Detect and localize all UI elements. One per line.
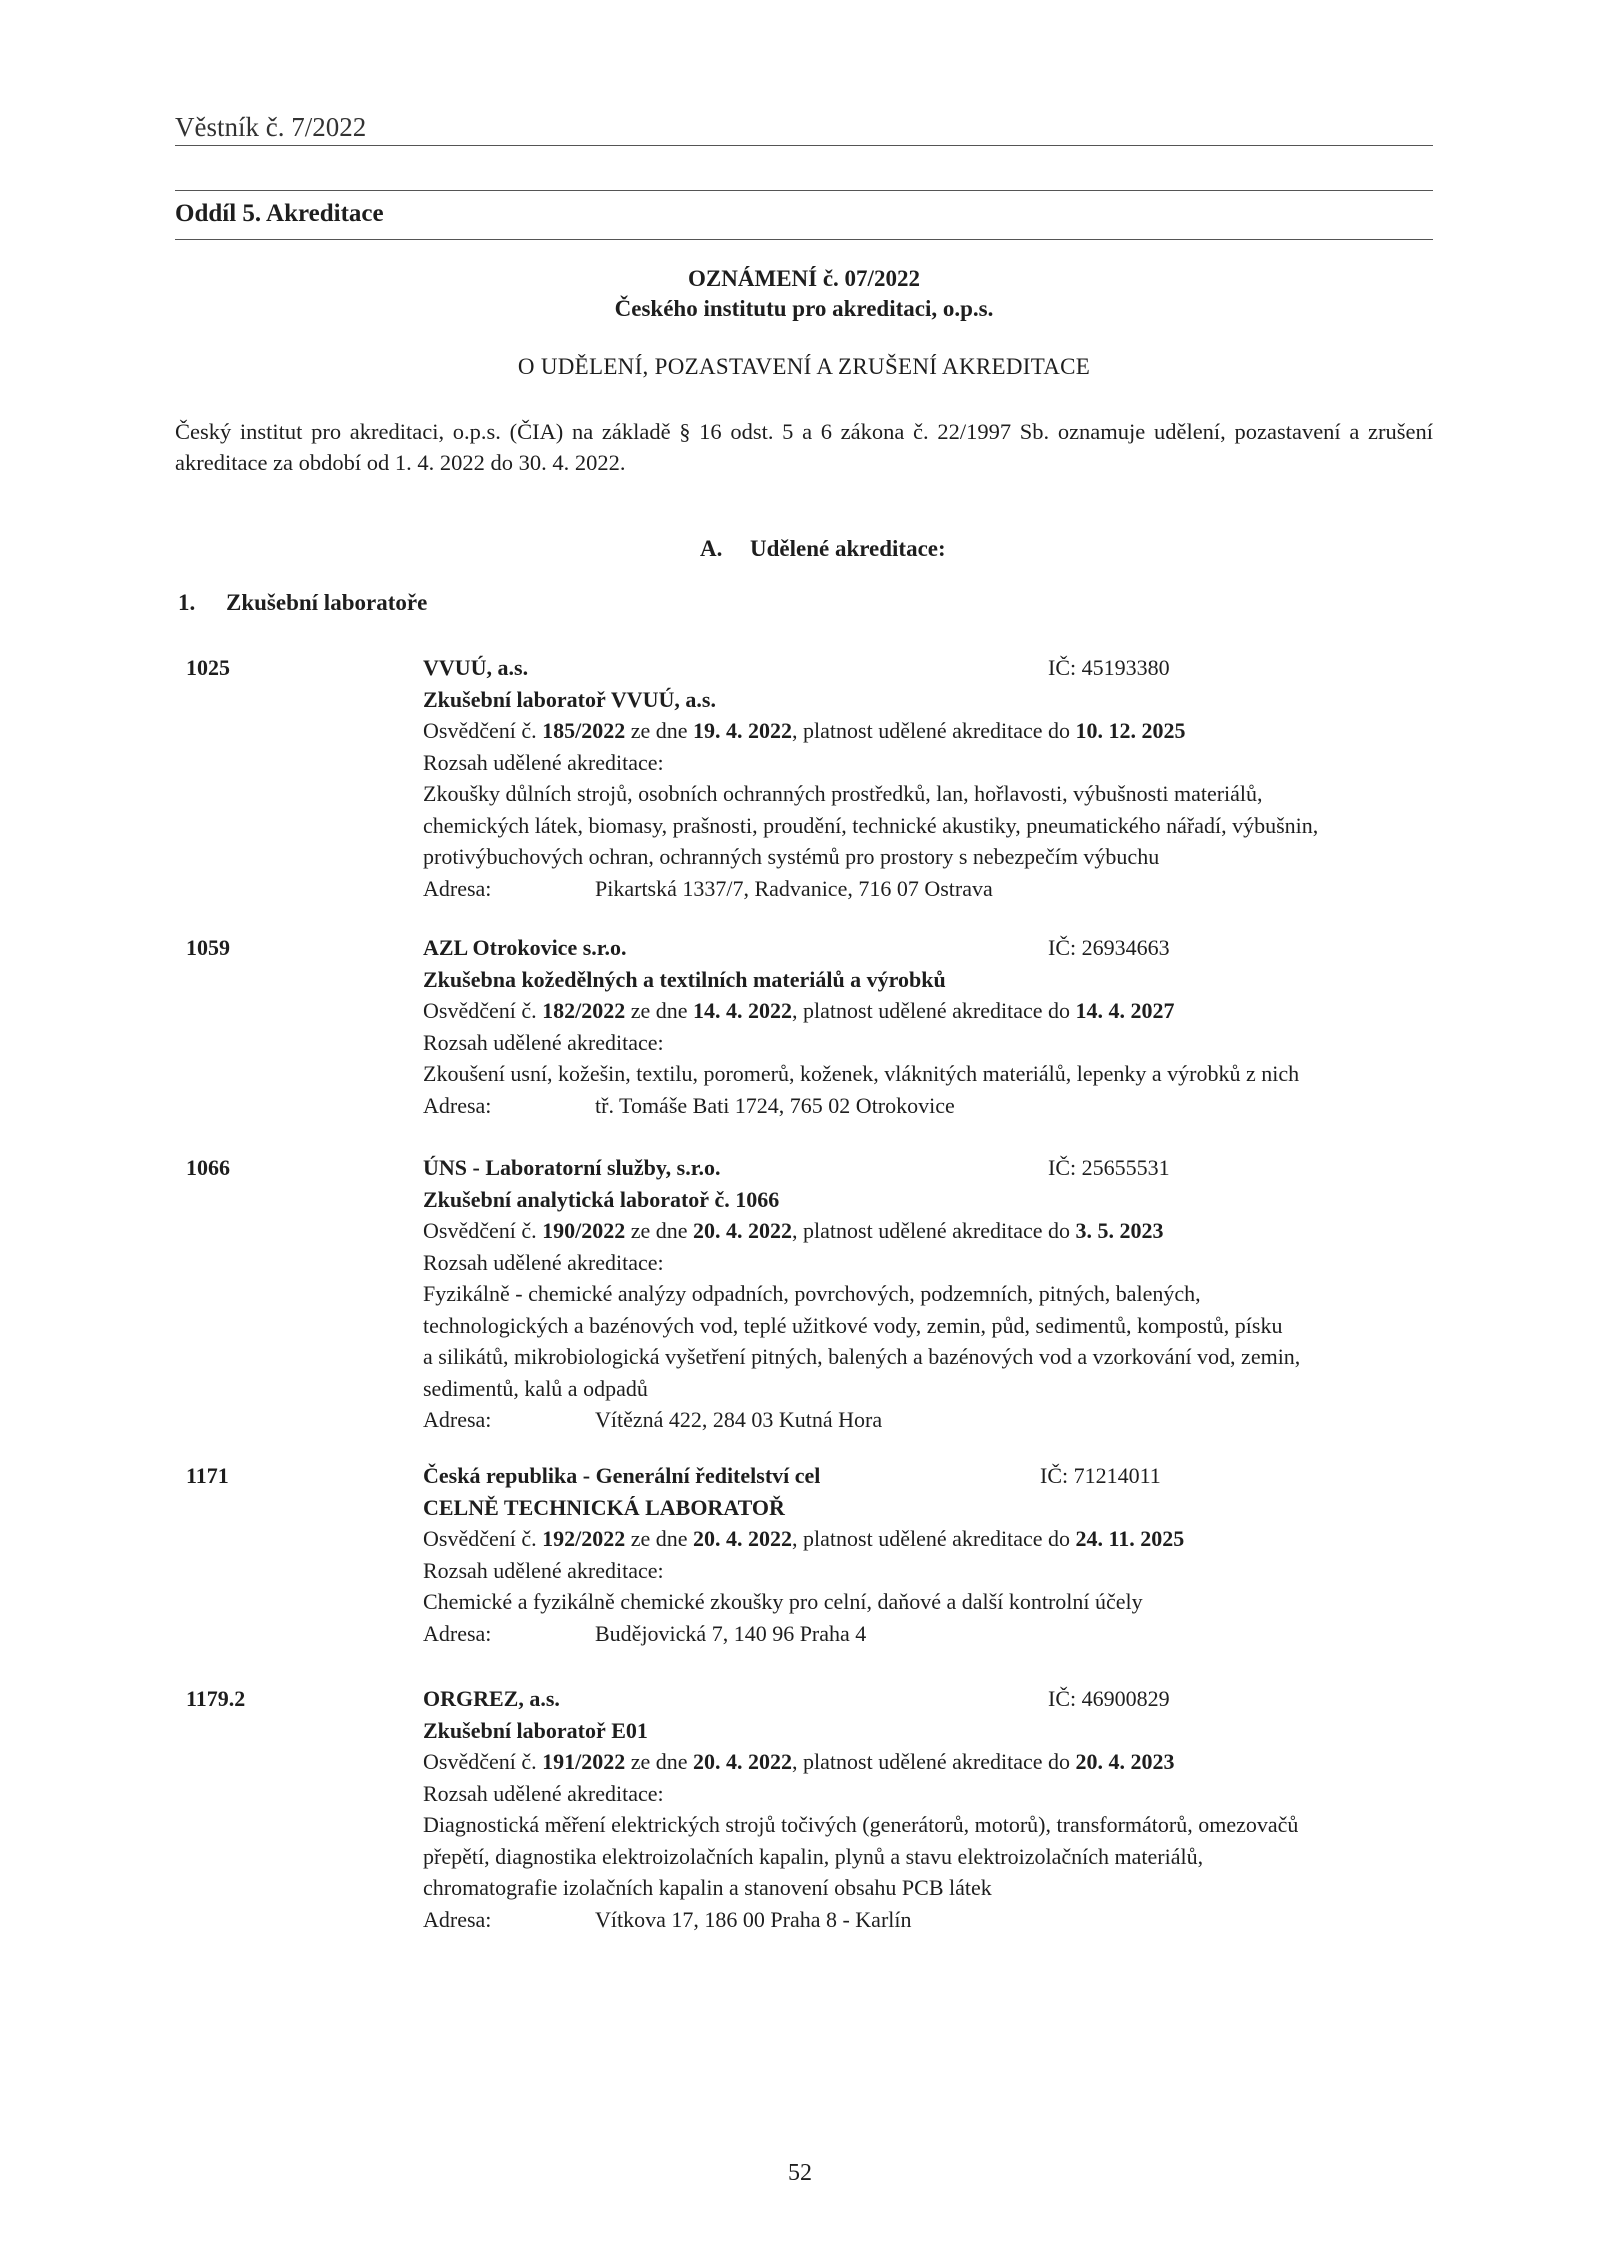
ic-label: IČ: — [1040, 1463, 1069, 1488]
date-label: ze dne — [630, 1526, 688, 1551]
address-label: Adresa: — [423, 1092, 492, 1118]
header-rule — [175, 145, 1433, 146]
address-line — [423, 873, 1433, 905]
notice-title: OZNÁMENÍ č. 07/2022 — [688, 266, 920, 291]
entry-id: 1025 — [186, 655, 230, 680]
scope-text: protivýbuchových ochran, ochranných systémů pro prostory s nebezpečím výbuchu — [423, 844, 1160, 869]
scope-text: Zkoušky důlních strojů, osobních ochranných prostředků, lan, hořlavosti, výbušnosti materiálů, — [423, 781, 1263, 806]
entry-body — [423, 932, 1433, 1121]
certificate-number: 190/2022 — [542, 1218, 626, 1243]
entry-id: 1066 — [186, 1155, 230, 1180]
company-name: ÚNS - Laboratorní služby, s.r.o. — [423, 1155, 721, 1180]
address-value: tř. Tomáše Bati 1724, 765 02 Otrokovice — [595, 1092, 955, 1118]
address-line — [423, 1090, 1433, 1122]
validity-label: , platnost udělené akreditace do — [792, 1749, 1070, 1774]
scope-label: Rozsah udělené akreditace: — [423, 1780, 664, 1806]
page-number: 52 — [788, 2160, 812, 2186]
valid-until: 20. 4. 2023 — [1075, 1749, 1175, 1774]
journal-header: Věstník č. 7/2022 — [175, 112, 367, 142]
address-line — [423, 1404, 1433, 1436]
section-rule-bottom — [175, 239, 1433, 240]
scope-text: Chemické a fyzikálně chemické zkoušky pro celní, daňové a další kontrolní účely — [423, 1589, 1143, 1614]
certificate-label: Osvědčení č. — [423, 1218, 537, 1243]
certificate-line — [423, 715, 1433, 747]
address-value: Vítězná 422, 284 03 Kutná Hora — [595, 1407, 883, 1432]
notice-intro: Český institut pro akreditaci, o.p.s. (ČIA) na základě § 16 odst. 5 a 6 zákona č. 22/1997 Sb. oznamuje udělení, pozastavení a zrušení akreditace za období od 1. 4. 2022 do 30. 4. 2022. — [175, 419, 1433, 475]
address-label: Adresa: — [423, 1407, 492, 1432]
scope-label: Rozsah udělené akreditace: — [423, 1249, 664, 1275]
company-line — [423, 932, 1433, 964]
valid-until: 10. 12. 2025 — [1075, 718, 1186, 743]
address-value: Pikartská 1337/7, Radvanice, 716 07 Ostrava — [595, 875, 993, 901]
company-line — [423, 1460, 1433, 1492]
lab-name: CELNĚ TECHNICKÁ LABORATOŘ — [423, 1494, 785, 1520]
valid-until: 14. 4. 2027 — [1075, 998, 1175, 1023]
scope-label: Rozsah udělené akreditace: — [423, 1029, 664, 1055]
ic-field — [1048, 932, 1170, 964]
category-number: 1. — [178, 590, 196, 615]
entry-id: 1171 — [186, 1463, 229, 1488]
certificate-date: 19. 4. 2022 — [693, 718, 793, 743]
scope-text: a silikátů, mikrobiologická vyšetření pitných, balených a bazénových vod a vzorkování vod, zemin, — [423, 1344, 1301, 1369]
entry-id: 1179.2 — [186, 1686, 246, 1711]
lab-name: Zkušebna kožedělných a textilních materiálů a výrobků — [423, 966, 946, 992]
certificate-date: 20. 4. 2022 — [693, 1526, 793, 1551]
scope-text: sedimentů, kalů a odpadů — [423, 1375, 648, 1401]
company-name: AZL Otrokovice s.r.o. — [423, 935, 627, 960]
address-line — [423, 1618, 1433, 1650]
validity-label: , platnost udělené akreditace do — [792, 718, 1070, 743]
certificate-label: Osvědčení č. — [423, 1749, 537, 1774]
lab-name: Zkušební laboratoř E01 — [423, 1717, 648, 1743]
company-name: Česká republika - Generální ředitelství cel — [423, 1463, 821, 1488]
valid-until: 24. 11. 2025 — [1075, 1526, 1185, 1551]
ic-value: 71214011 — [1073, 1463, 1161, 1488]
certificate-number: 182/2022 — [542, 998, 626, 1023]
certificate-number: 191/2022 — [542, 1749, 626, 1774]
certificate-number: 192/2022 — [542, 1526, 626, 1551]
entry-body — [423, 1683, 1433, 1935]
part-a-number: A. — [700, 536, 723, 561]
notice-subject: O UDĚLENÍ, POZASTAVENÍ A ZRUŠENÍ AKREDITACE — [517, 354, 1091, 379]
ic-field — [1040, 1460, 1161, 1492]
certificate-label: Osvědčení č. — [423, 998, 537, 1023]
address-label: Adresa: — [423, 1620, 492, 1646]
scope-label: Rozsah udělené akreditace: — [423, 749, 664, 775]
ic-label: IČ: — [1048, 655, 1077, 680]
scope-text: Diagnostická měření elektrických strojů točivých (generátorů, motorů), transformátorů, omezovačů — [423, 1812, 1299, 1837]
company-line — [423, 1152, 1433, 1184]
entry-id: 1059 — [186, 935, 230, 960]
company-name: VVUÚ, a.s. — [423, 655, 529, 680]
ic-field — [1048, 652, 1170, 684]
entry-body — [423, 1152, 1433, 1436]
certificate-label: Osvědčení č. — [423, 1526, 537, 1551]
ic-value: 26934663 — [1081, 935, 1170, 960]
part-a-title: Udělené akreditace: — [750, 536, 946, 561]
ic-value: 25655531 — [1081, 1155, 1170, 1180]
date-label: ze dne — [630, 1218, 688, 1243]
certificate-line — [423, 1523, 1433, 1555]
ic-label: IČ: — [1048, 1155, 1077, 1180]
certificate-date: 14. 4. 2022 — [693, 998, 793, 1023]
lab-name: Zkušební analytická laboratoř č. 1066 — [423, 1186, 780, 1212]
section-rule-top — [175, 190, 1433, 191]
section-title: Oddíl 5. Akreditace — [175, 200, 384, 227]
valid-until: 3. 5. 2023 — [1075, 1218, 1164, 1243]
validity-label: , platnost udělené akreditace do — [792, 998, 1070, 1023]
scope-text: Zkoušení usní, kožešin, textilu, poromerů, koženek, vláknitých materiálů, lepenky a výrobků z nich — [423, 1061, 1300, 1086]
company-line — [423, 652, 1433, 684]
scope-text: přepětí, diagnostika elektroizolačních kapalin, plynů a stavu elektroizolačních materiálů, — [423, 1843, 1204, 1869]
certificate-line — [423, 1746, 1433, 1778]
company-line — [423, 1683, 1433, 1715]
certificate-date: 20. 4. 2022 — [693, 1218, 793, 1243]
category-heading — [178, 590, 427, 616]
ic-value: 45193380 — [1081, 655, 1170, 680]
certificate-label: Osvědčení č. — [423, 718, 537, 743]
ic-label: IČ: — [1048, 935, 1077, 960]
address-value: Vítkova 17, 186 00 Praha 8 - Karlín — [595, 1906, 912, 1932]
company-name: ORGREZ, a.s. — [423, 1686, 560, 1711]
certificate-line — [423, 995, 1433, 1027]
address-label: Adresa: — [423, 1906, 492, 1932]
date-label: ze dne — [630, 718, 688, 743]
date-label: ze dne — [630, 1749, 688, 1774]
category-title: Zkušební laboratoře — [226, 590, 428, 615]
date-label: ze dne — [630, 998, 688, 1023]
scope-label: Rozsah udělené akreditace: — [423, 1557, 664, 1583]
notice-organization: Českého institutu pro akreditaci, o.p.s. — [614, 296, 994, 321]
entry-body — [423, 652, 1433, 904]
lab-name: Zkušební laboratoř VVUÚ, a.s. — [423, 686, 716, 712]
validity-label: , platnost udělené akreditace do — [792, 1218, 1070, 1243]
ic-field — [1048, 1152, 1170, 1184]
scope-text: technologických a bazénových vod, teplé užitkové vody, zemin, půd, sedimentů, kompostů, písku — [423, 1312, 1283, 1338]
certificate-date: 20. 4. 2022 — [693, 1749, 793, 1774]
ic-label: IČ: — [1048, 1686, 1077, 1711]
entry-body — [423, 1460, 1433, 1649]
address-value: Budějovická 7, 140 96 Praha 4 — [595, 1620, 867, 1646]
certificate-line — [423, 1215, 1433, 1247]
scope-text: chromatografie izolačních kapalin a stanovení obsahu PCB látek — [423, 1875, 992, 1900]
address-line — [423, 1904, 1433, 1936]
validity-label: , platnost udělené akreditace do — [792, 1526, 1070, 1551]
part-a-heading — [700, 536, 946, 562]
ic-field — [1048, 1683, 1170, 1715]
certificate-number: 185/2022 — [542, 718, 626, 743]
scope-text: Fyzikálně - chemické analýzy odpadních, povrchových, podzemních, pitných, balených, — [423, 1281, 1201, 1306]
ic-value: 46900829 — [1081, 1686, 1170, 1711]
scope-text: chemických látek, biomasy, prašnosti, proudění, technické akustiky, pneumatického nářadí, výbušnin, — [423, 812, 1319, 838]
address-label: Adresa: — [423, 875, 492, 901]
